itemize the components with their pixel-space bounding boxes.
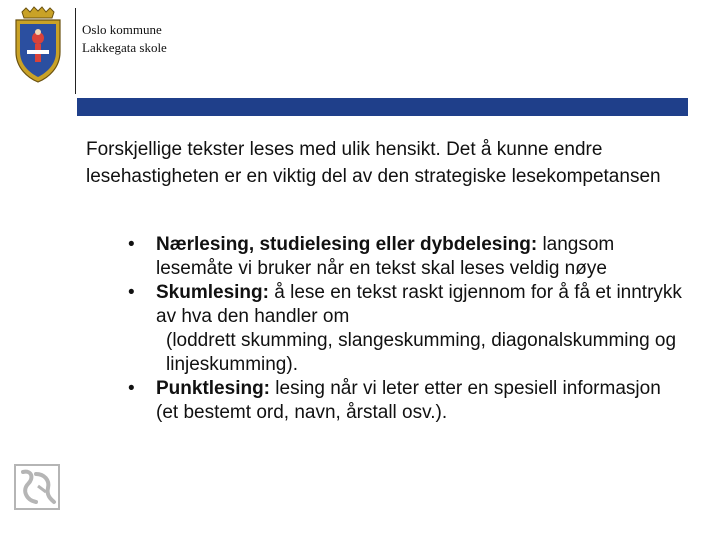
oslo-emblem-icon xyxy=(14,464,60,510)
list-item-term: Skumlesing: xyxy=(156,282,269,303)
school-name: Lakkegata skole xyxy=(82,40,167,55)
list-item-term: Punktlesing: xyxy=(156,378,271,399)
list-item-text: lesing når vi leter etter en spesiell informasjon (et bestemt ord, navn, årstall osv.). xyxy=(156,378,661,423)
list-item xyxy=(128,281,688,377)
list-item-term: Nærlesing, studielesing eller dybdelesing: xyxy=(156,234,538,255)
header-divider xyxy=(75,8,76,94)
bullet-glyph: • xyxy=(128,378,135,399)
list-item xyxy=(128,233,688,281)
intro-paragraph: Forskjellige tekster leses med ulik hensikt. Det å kunne endre lesehastigheten er en viktig del av den strategiske lesekompetansen xyxy=(86,139,661,187)
oslo-crest-icon xyxy=(10,6,66,84)
reading-methods-list xyxy=(128,233,688,425)
bullet-glyph: • xyxy=(128,282,135,303)
header-accent-bar xyxy=(77,98,688,116)
list-item-text: å lese en tekst raskt igjennom for å få et inntrykk av hva den handler om xyxy=(156,282,682,327)
list-item-note: (loddrett skumming, slangeskumming, diagonalskumming og linjeskumming). xyxy=(166,330,677,375)
list-item-text: langsom lesemåte vi bruker når en tekst skal leses veldig nøye xyxy=(156,234,615,279)
header-org-block xyxy=(82,21,167,57)
list-item xyxy=(128,377,688,425)
bullet-glyph: • xyxy=(128,234,135,255)
org-name: Oslo kommune xyxy=(82,22,162,37)
